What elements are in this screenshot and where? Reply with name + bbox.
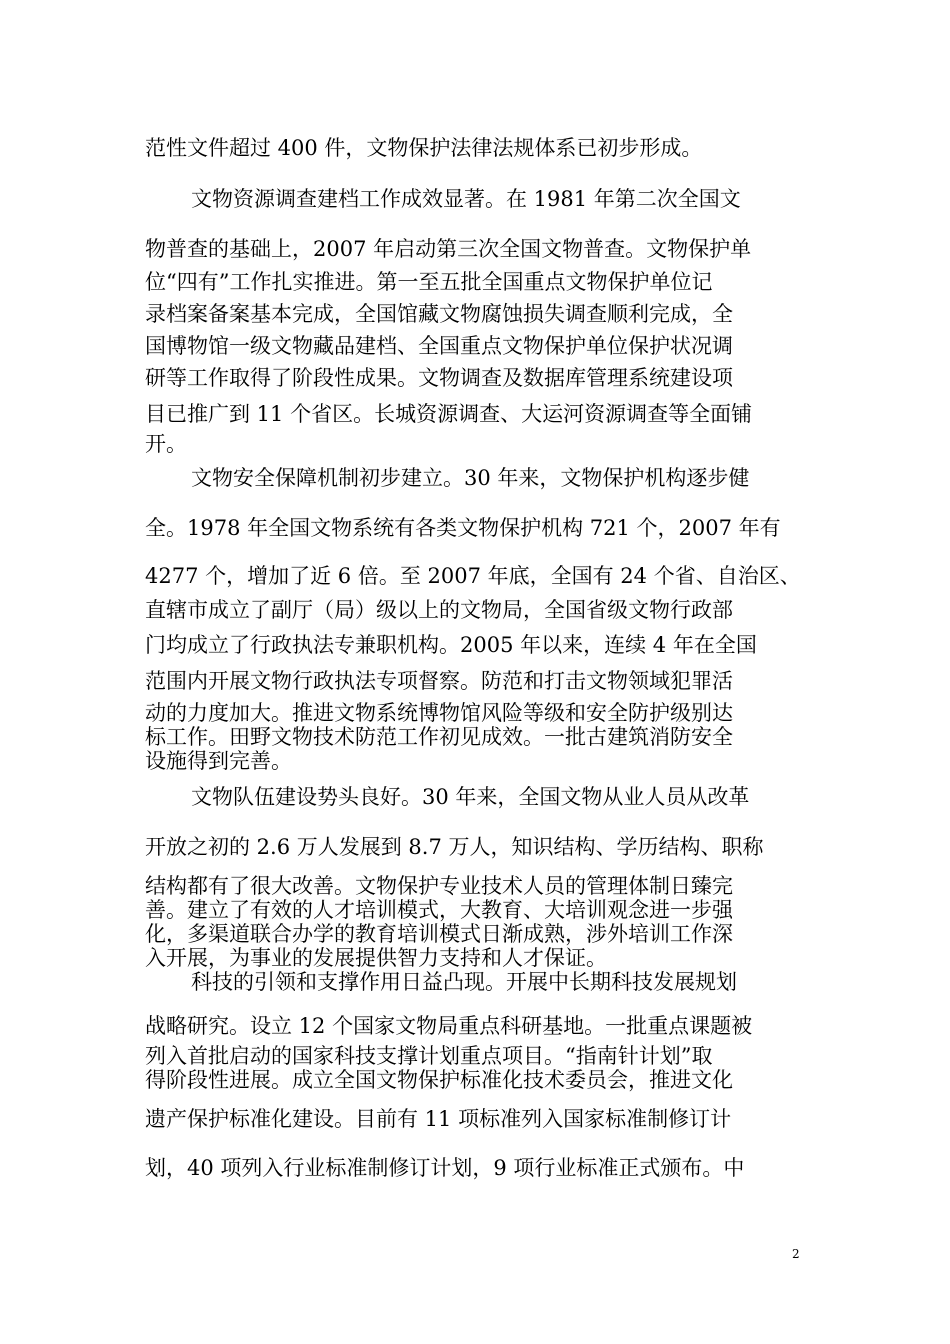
page-number: 2 <box>792 1247 800 1261</box>
paragraph-first-line: 文物队伍建设势头良好。30 年来，全国文物从业人员从改革 <box>191 785 750 809</box>
text-line: 列入首批启动的国家科技支撑计划重点项目。“指南针计划”取 <box>145 1044 713 1068</box>
text-line: 动的力度加大。推进文物系统博物馆风险等级和安全防护级别达 <box>145 701 733 725</box>
text-line: 化，多渠道联合办学的教育培训模式日渐成熟，涉外培训工作深 <box>145 922 733 946</box>
text-line: 门均成立了行政执法专兼职机构。2005 年以来，连续 4 年在全国 <box>145 633 757 657</box>
paragraph-first-line: 文物资源调查建档工作成效显著。在 1981 年第二次全国文 <box>191 187 741 211</box>
text-line: 结构都有了很大改善。文物保护专业技术人员的管理体制日臻完 <box>145 874 733 898</box>
text-line: 开放之初的 2.6 万人发展到 8.7 万人，知识结构、学历结构、职称 <box>145 835 764 859</box>
text-line: 遗产保护标准化建设。目前有 11 项标准列入国家标准制修订计 <box>145 1107 732 1131</box>
text-line: 标工作。田野文物技术防范工作初见成效。一批古建筑消防安全 <box>145 725 733 749</box>
text-line: 范围内开展文物行政执法专项督察。防范和打击文物领域犯罪活 <box>145 669 733 693</box>
text-line: 划，40 项列入行业标准制修订计划，9 项行业标准正式颁布。中 <box>145 1156 745 1180</box>
text-line: 4277 个，增加了近 6 倍。至 2007 年底，全国有 24 个省、自治区、 <box>145 564 801 588</box>
text-line: 国博物馆一级文物藏品建档、全国重点文物保护单位保护状况调 <box>145 334 733 358</box>
text-line: 得阶段性进展。成立全国文物保护标准化技术委员会，推进文化 <box>145 1068 733 1092</box>
text-line: 直辖市成立了副厅（局）级以上的文物局，全国省级文物行政部 <box>145 598 733 622</box>
text-line: 战略研究。设立 12 个国家文物局重点科研基地。一批重点课题被 <box>145 1014 753 1038</box>
paragraph-first-line: 文物安全保障机制初步建立。30 年来，文物保护机构逐步健 <box>191 466 750 490</box>
text-line: 善。建立了有效的人才培训模式，大教育、大培训观念进一步强 <box>145 898 733 922</box>
text-line: 开。 <box>145 432 187 456</box>
text-line: 全。1978 年全国文物系统有各类文物保护机构 721 个，2007 年有 <box>145 516 781 540</box>
text-line: 研等工作取得了阶段性成果。文物调查及数据库管理系统建设项 <box>145 366 733 390</box>
text-line: 入开展，为事业的发展提供智力支持和人才保证。 <box>145 946 607 970</box>
text-line: 录档案备案基本完成，全国馆藏文物腐蚀损失调查顺利完成，全 <box>145 302 733 326</box>
text-line: 物普查的基础上，2007 年启动第三次全国文物普查。文物保护单 <box>145 237 752 261</box>
text-line: 位“四有”工作扎实推进。第一至五批全国重点文物保护单位记 <box>145 270 713 294</box>
text-line: 目已推广到 11 个省区。长城资源调查、大运河资源调查等全面铺 <box>145 402 753 426</box>
text-line: 设施得到完善。 <box>145 749 292 773</box>
text-line: 范性文件超过 400 件，文物保护法律法规体系已初步形成。 <box>145 136 703 160</box>
paragraph-first-line: 科技的引领和支撑作用日益凸现。开展中长期科技发展规划 <box>191 970 737 994</box>
